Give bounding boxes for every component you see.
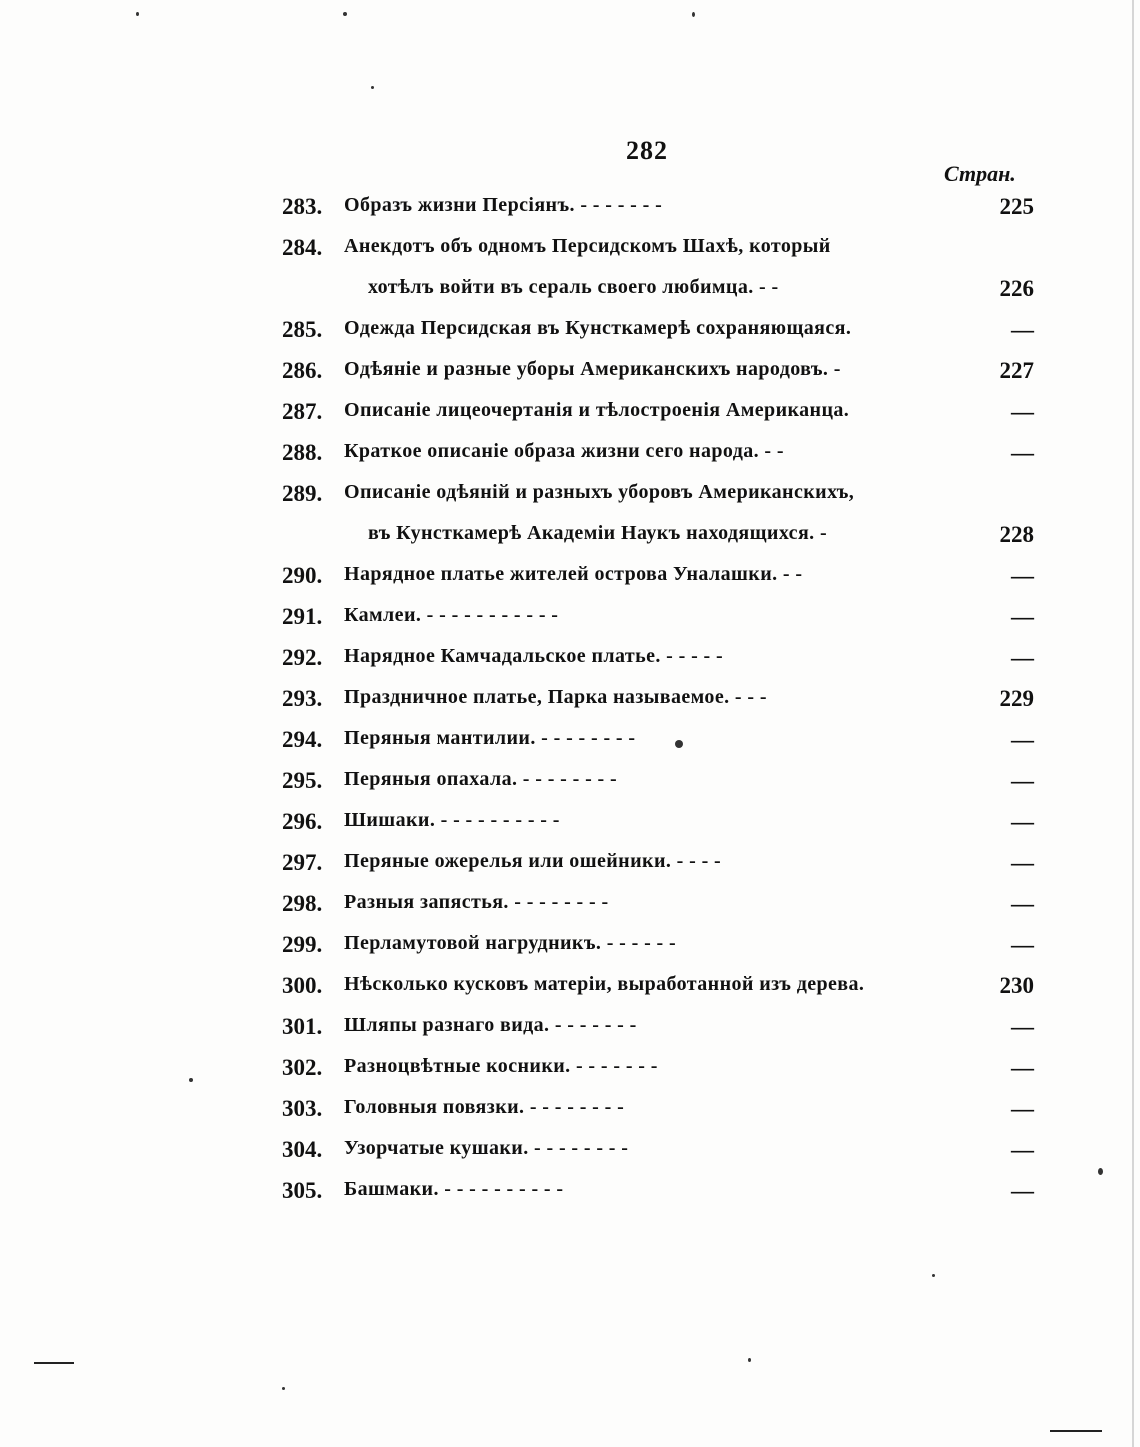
entry-page: 228 [999,522,1034,547]
entry-number: 293. [282,686,323,711]
entry-number: 283. [282,194,323,219]
entry-page: — [1011,1137,1034,1162]
entry-title: Описаніе лицеочертанія и тѣлостроенія Американца. [344,399,850,421]
entry-page: — [1011,727,1034,752]
entry-number: 302. [282,1055,323,1080]
page-edge-line [1132,0,1134,1447]
entry-page: — [1011,440,1034,465]
entry-title: Анекдотъ объ одномъ Персидскомъ Шахѣ, который [344,235,831,257]
entry-title: Разныя запястья. - - - - - - - - [344,891,609,913]
entry-number: 295. [282,768,323,793]
toc-entry [282,1047,1034,1088]
toc-entry [282,924,1034,965]
entry-page: — [1011,768,1034,793]
entry-title: Перяныя опахала. - - - - - - - - [344,768,618,790]
scan-speck [692,12,695,17]
entry-page: 227 [999,358,1034,383]
toc-entry [282,1170,1034,1211]
entry-number: 285. [282,317,323,342]
entry-title: Описаніе одѣяній и разныхъ уборовъ Американскихъ, [344,481,855,503]
entry-page: 230 [999,973,1034,998]
toc-entry [282,1129,1034,1170]
toc-entry [282,719,1034,760]
entry-title: Узорчатые кушаки. - - - - - - - - [344,1137,629,1159]
entry-page: — [1011,1178,1034,1203]
entry-title: Нѣсколько кусковъ матеріи, выработанной изъ дерева. [344,973,865,995]
entry-title: Разноцвѣтные косники. - - - - - - - [344,1055,658,1077]
entry-page: — [1011,850,1034,875]
entry-number: 300. [282,973,323,998]
scan-stroke [1050,1430,1102,1432]
entry-title: Головныя повязки. - - - - - - - - [344,1096,625,1118]
entry-page: — [1011,1096,1034,1121]
entry-title: Праздничное платье, Парка называемое. - - - [344,686,767,708]
toc-entry-continuation [282,268,1034,309]
toc-entry [282,1088,1034,1129]
entry-page: — [1011,604,1034,629]
entry-title: Нарядное Камчадальское платье. - - - - - [344,645,724,667]
entry-number: 297. [282,850,323,875]
toc-entry [282,350,1034,391]
entry-page: — [1011,891,1034,916]
entry-number: 298. [282,891,323,916]
scan-speck [371,86,374,89]
toc-entry [282,309,1034,350]
entry-page: — [1011,645,1034,670]
entry-number: 291. [282,604,323,629]
entry-number: 289. [282,481,323,506]
entry-title: Шишаки. - - - - - - - - - - [344,809,560,831]
toc-entry [282,555,1034,596]
entry-number: 301. [282,1014,323,1039]
entry-title: Краткое описаніе образа жизни сего народа. - - [344,440,784,462]
entry-title: Перяныя мантилии. - - - - - - - - [344,727,636,749]
entry-number: 303. [282,1096,323,1121]
entry-number: 284. [282,235,323,260]
entry-title: хотѣлъ войти въ сераль своего любимца. - - [368,276,779,298]
toc-entry [282,801,1034,842]
toc-entry [282,637,1034,678]
toc-entry [282,842,1034,883]
entry-title: Перяные ожерелья или ошейники. - - - - [344,850,722,872]
entry-number: 287. [282,399,323,424]
scan-speck [1098,1168,1103,1175]
entry-number: 305. [282,1178,323,1203]
toc-entry [282,432,1034,473]
scan-speck [136,12,139,16]
toc-entry [282,1006,1034,1047]
entry-page: — [1011,399,1034,424]
entry-page: — [1011,809,1034,834]
toc-entry [282,473,1034,514]
entry-page: — [1011,563,1034,588]
entry-number: 290. [282,563,323,588]
toc-entry [282,883,1034,924]
scan-speck [932,1274,935,1277]
entry-title: въ Кунсткамерѣ Академіи Наукъ находящихся. - [368,522,828,544]
entry-page: 225 [999,194,1034,219]
table-of-contents [282,186,1034,1211]
toc-entry-continuation [282,514,1034,555]
toc-entry [282,227,1034,268]
entry-title: Перламутовой нагрудникъ. - - - - - - [344,932,677,954]
entry-page: — [1011,932,1034,957]
toc-entry [282,760,1034,801]
entry-number: 299. [282,932,323,957]
scan-speck [748,1358,751,1362]
page-number: 282 [626,136,668,165]
entry-page: — [1011,1014,1034,1039]
entry-page: 229 [999,686,1034,711]
entry-title: Одѣяніе и разные уборы Американскихъ народовъ. - [344,358,841,380]
entry-page: 226 [999,276,1034,301]
toc-entry [282,678,1034,719]
entry-page: — [1011,317,1034,342]
entry-number: 294. [282,727,323,752]
scan-stroke [34,1362,74,1364]
entry-title: Башмаки. - - - - - - - - - - [344,1178,564,1200]
entry-title: Нарядное платье жителей острова Уналашки. - - [344,563,803,585]
entry-number: 288. [282,440,323,465]
entry-title: Одежда Персидская въ Кунсткамерѣ сохраняющаяся. [344,317,852,339]
toc-entry [282,186,1034,227]
entry-number: 286. [282,358,323,383]
entry-number: 292. [282,645,323,670]
page-column-label: Стран. [944,161,1016,186]
entry-number: 296. [282,809,323,834]
entry-title: Образъ жизни Персіянъ. - - - - - - - [344,194,663,216]
entry-title: Камлеи. - - - - - - - - - - - [344,604,559,626]
toc-entry [282,391,1034,432]
entry-number: 304. [282,1137,323,1162]
entry-title: Шляпы разнаго вида. - - - - - - - [344,1014,637,1036]
toc-entry [282,596,1034,637]
scan-speck [343,12,347,16]
toc-entry [282,965,1034,1006]
entry-page: — [1011,1055,1034,1080]
scan-speck [189,1078,193,1082]
scan-speck [282,1387,285,1390]
